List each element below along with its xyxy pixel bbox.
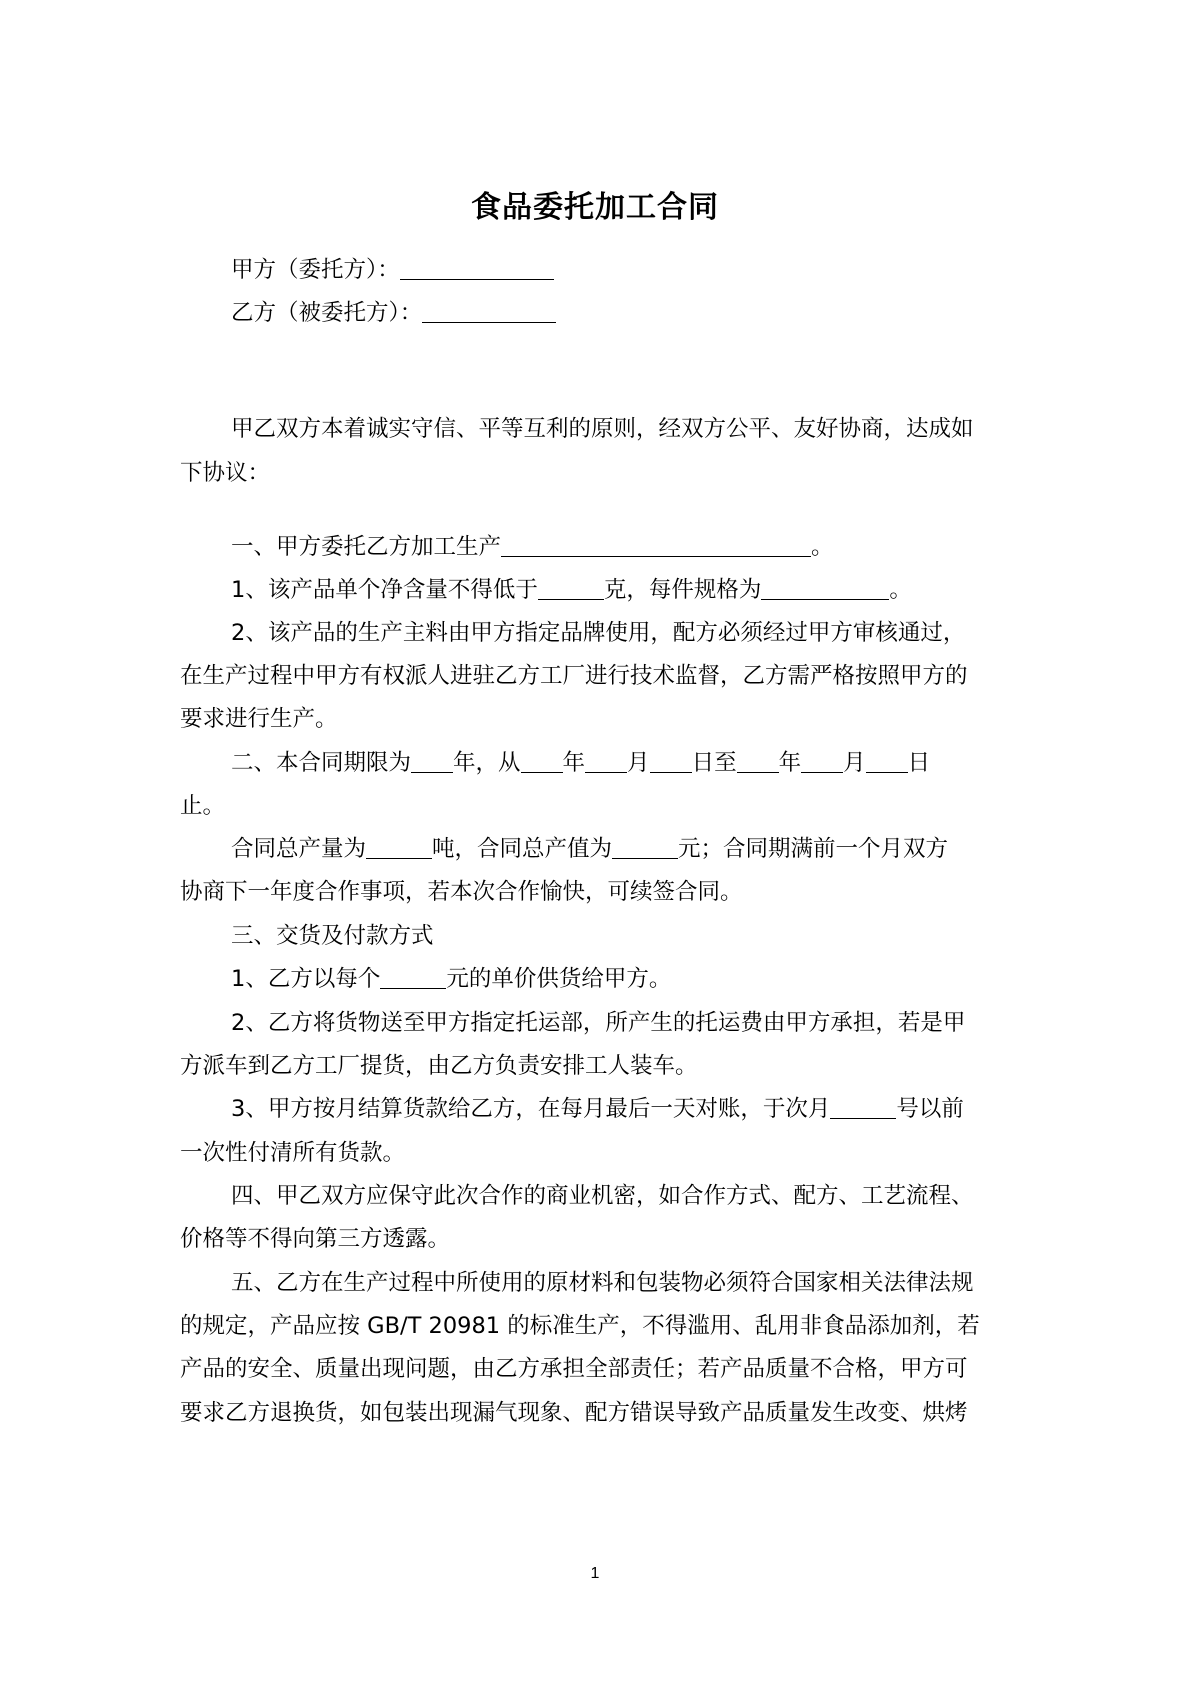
section-2-para-2-line-1 (231, 834, 1010, 864)
section-1-1-end: 。 (889, 577, 912, 603)
unit-price-text: 1、乙方以每个 (231, 966, 381, 992)
page-number: 1 (590, 1565, 600, 1582)
section-5-line-4: 要求乙方退换货，如包装出现漏气现象、配方错误导致产品质量发生改变、烘烤 (180, 1400, 968, 1426)
total-output-blank[interactable] (366, 836, 432, 859)
settlement-text: 3、甲方按月结算货款给乙方，在每月最后一天对账，于次月 (231, 1096, 831, 1122)
section-1-2-line-1: 2、该产品的生产主料由甲方指定品牌使用，配方必须经过甲方审核通过， (231, 620, 966, 646)
section-5-line-3: 产品的安全、质量出现问题，由乙方承担全部责任；若产品质量不合格，甲方可 (180, 1356, 968, 1382)
payment-day-blank[interactable] (830, 1096, 896, 1119)
section-1-2-line-2: 在生产过程中甲方有权派人进驻乙方工厂进行技术监督，乙方需严格按照甲方的 (180, 663, 968, 689)
section-1-text: 一、甲方委托乙方加工生产 (231, 534, 502, 560)
spec-blank[interactable] (761, 577, 889, 600)
settlement-end: 号以前 (896, 1096, 964, 1122)
renewal-text: 元；合同期满前一个月双方 (678, 836, 949, 862)
section-3-1-line (231, 964, 1010, 994)
section-1-1-text: 1、该产品单个净含量不得低于 (231, 577, 538, 603)
section-1-2-line-3: 要求进行生产。 (180, 706, 338, 732)
party-a-label: 甲方（委托方）： (231, 257, 400, 283)
party-a-line (231, 255, 1010, 285)
unit-price-blank[interactable] (380, 966, 446, 989)
party-b-label: 乙方（被委托方）： (231, 300, 423, 326)
end-year-blank[interactable] (737, 750, 779, 773)
term-text: 二、本合同期限为 (231, 750, 412, 776)
section-5-line-2: 的规定，产品应按 GB/T 20981 的标准生产，不得滥用、乱用非食品添加剂，若 (180, 1313, 980, 1339)
section-3-2-line-1: 2、乙方将货物送至甲方指定托运部，所产生的托运费由甲方承担，若是甲 (231, 1010, 966, 1036)
party-a-blank[interactable] (400, 257, 554, 280)
start-year-label: 年 (562, 750, 586, 776)
end-month-label: 月 (843, 750, 866, 776)
total-value-text: 吨，合同总产值为 (432, 836, 613, 862)
section-2-para-2-line-2: 协商下一年度合作事项，若本次合作愉快，可续签合同。 (180, 879, 743, 905)
end-year-label: 年 (778, 750, 802, 776)
section-2-line (231, 748, 1010, 778)
section-4-line-2: 价格等不得向第三方透露。 (180, 1226, 451, 1252)
end-day-blank[interactable] (866, 750, 908, 773)
end-month-blank[interactable] (801, 750, 843, 773)
section-3-title: 三、交货及付款方式 (231, 923, 434, 949)
section-1-1-line (231, 575, 1010, 605)
start-year-blank[interactable] (521, 750, 563, 773)
net-content-blank[interactable] (538, 577, 604, 600)
party-b-line (231, 298, 1010, 328)
section-1-line (231, 532, 1010, 562)
section-2-line-2: 止。 (180, 793, 226, 819)
preamble-line-2: 下协议： (180, 460, 271, 486)
section-3-3-line-1 (231, 1094, 1010, 1124)
start-day-label: 日至 (691, 750, 737, 776)
section-1-1-spec: 克，每件规格为 (603, 577, 762, 603)
preamble-line-1: 甲乙双方本着诚实守信、平等互利的原则，经双方公平、友好协商，达成如 (231, 416, 974, 442)
start-day-blank[interactable] (650, 750, 692, 773)
start-month-label: 月 (627, 750, 650, 776)
product-name-blank[interactable] (501, 534, 811, 557)
section-3-2-line-2: 方派车到乙方工厂提货，由乙方负责安排工人装车。 (180, 1053, 698, 1079)
term-years-blank[interactable] (411, 750, 453, 773)
total-output-text: 合同总产量为 (231, 836, 367, 862)
party-b-blank[interactable] (422, 300, 556, 323)
section-1-end: 。 (811, 534, 834, 560)
section-4-line-1: 四、甲乙双方应保守此次合作的商业机密，如合作方式、配方、工艺流程、 (231, 1183, 974, 1209)
total-value-blank[interactable] (612, 836, 678, 859)
term-from: 年，从 (453, 750, 521, 776)
section-5-line-1: 五、乙方在生产过程中所使用的原材料和包装物必须符合国家相关法律法规 (231, 1270, 974, 1296)
document-title: 食品委托加工合同 (471, 190, 719, 225)
start-month-blank[interactable] (585, 750, 627, 773)
end-day-label: 日 (907, 750, 931, 776)
section-3-3-line-2: 一次性付清所有货款。 (180, 1140, 406, 1166)
unit-price-end: 元的单价供货给甲方。 (446, 966, 672, 992)
